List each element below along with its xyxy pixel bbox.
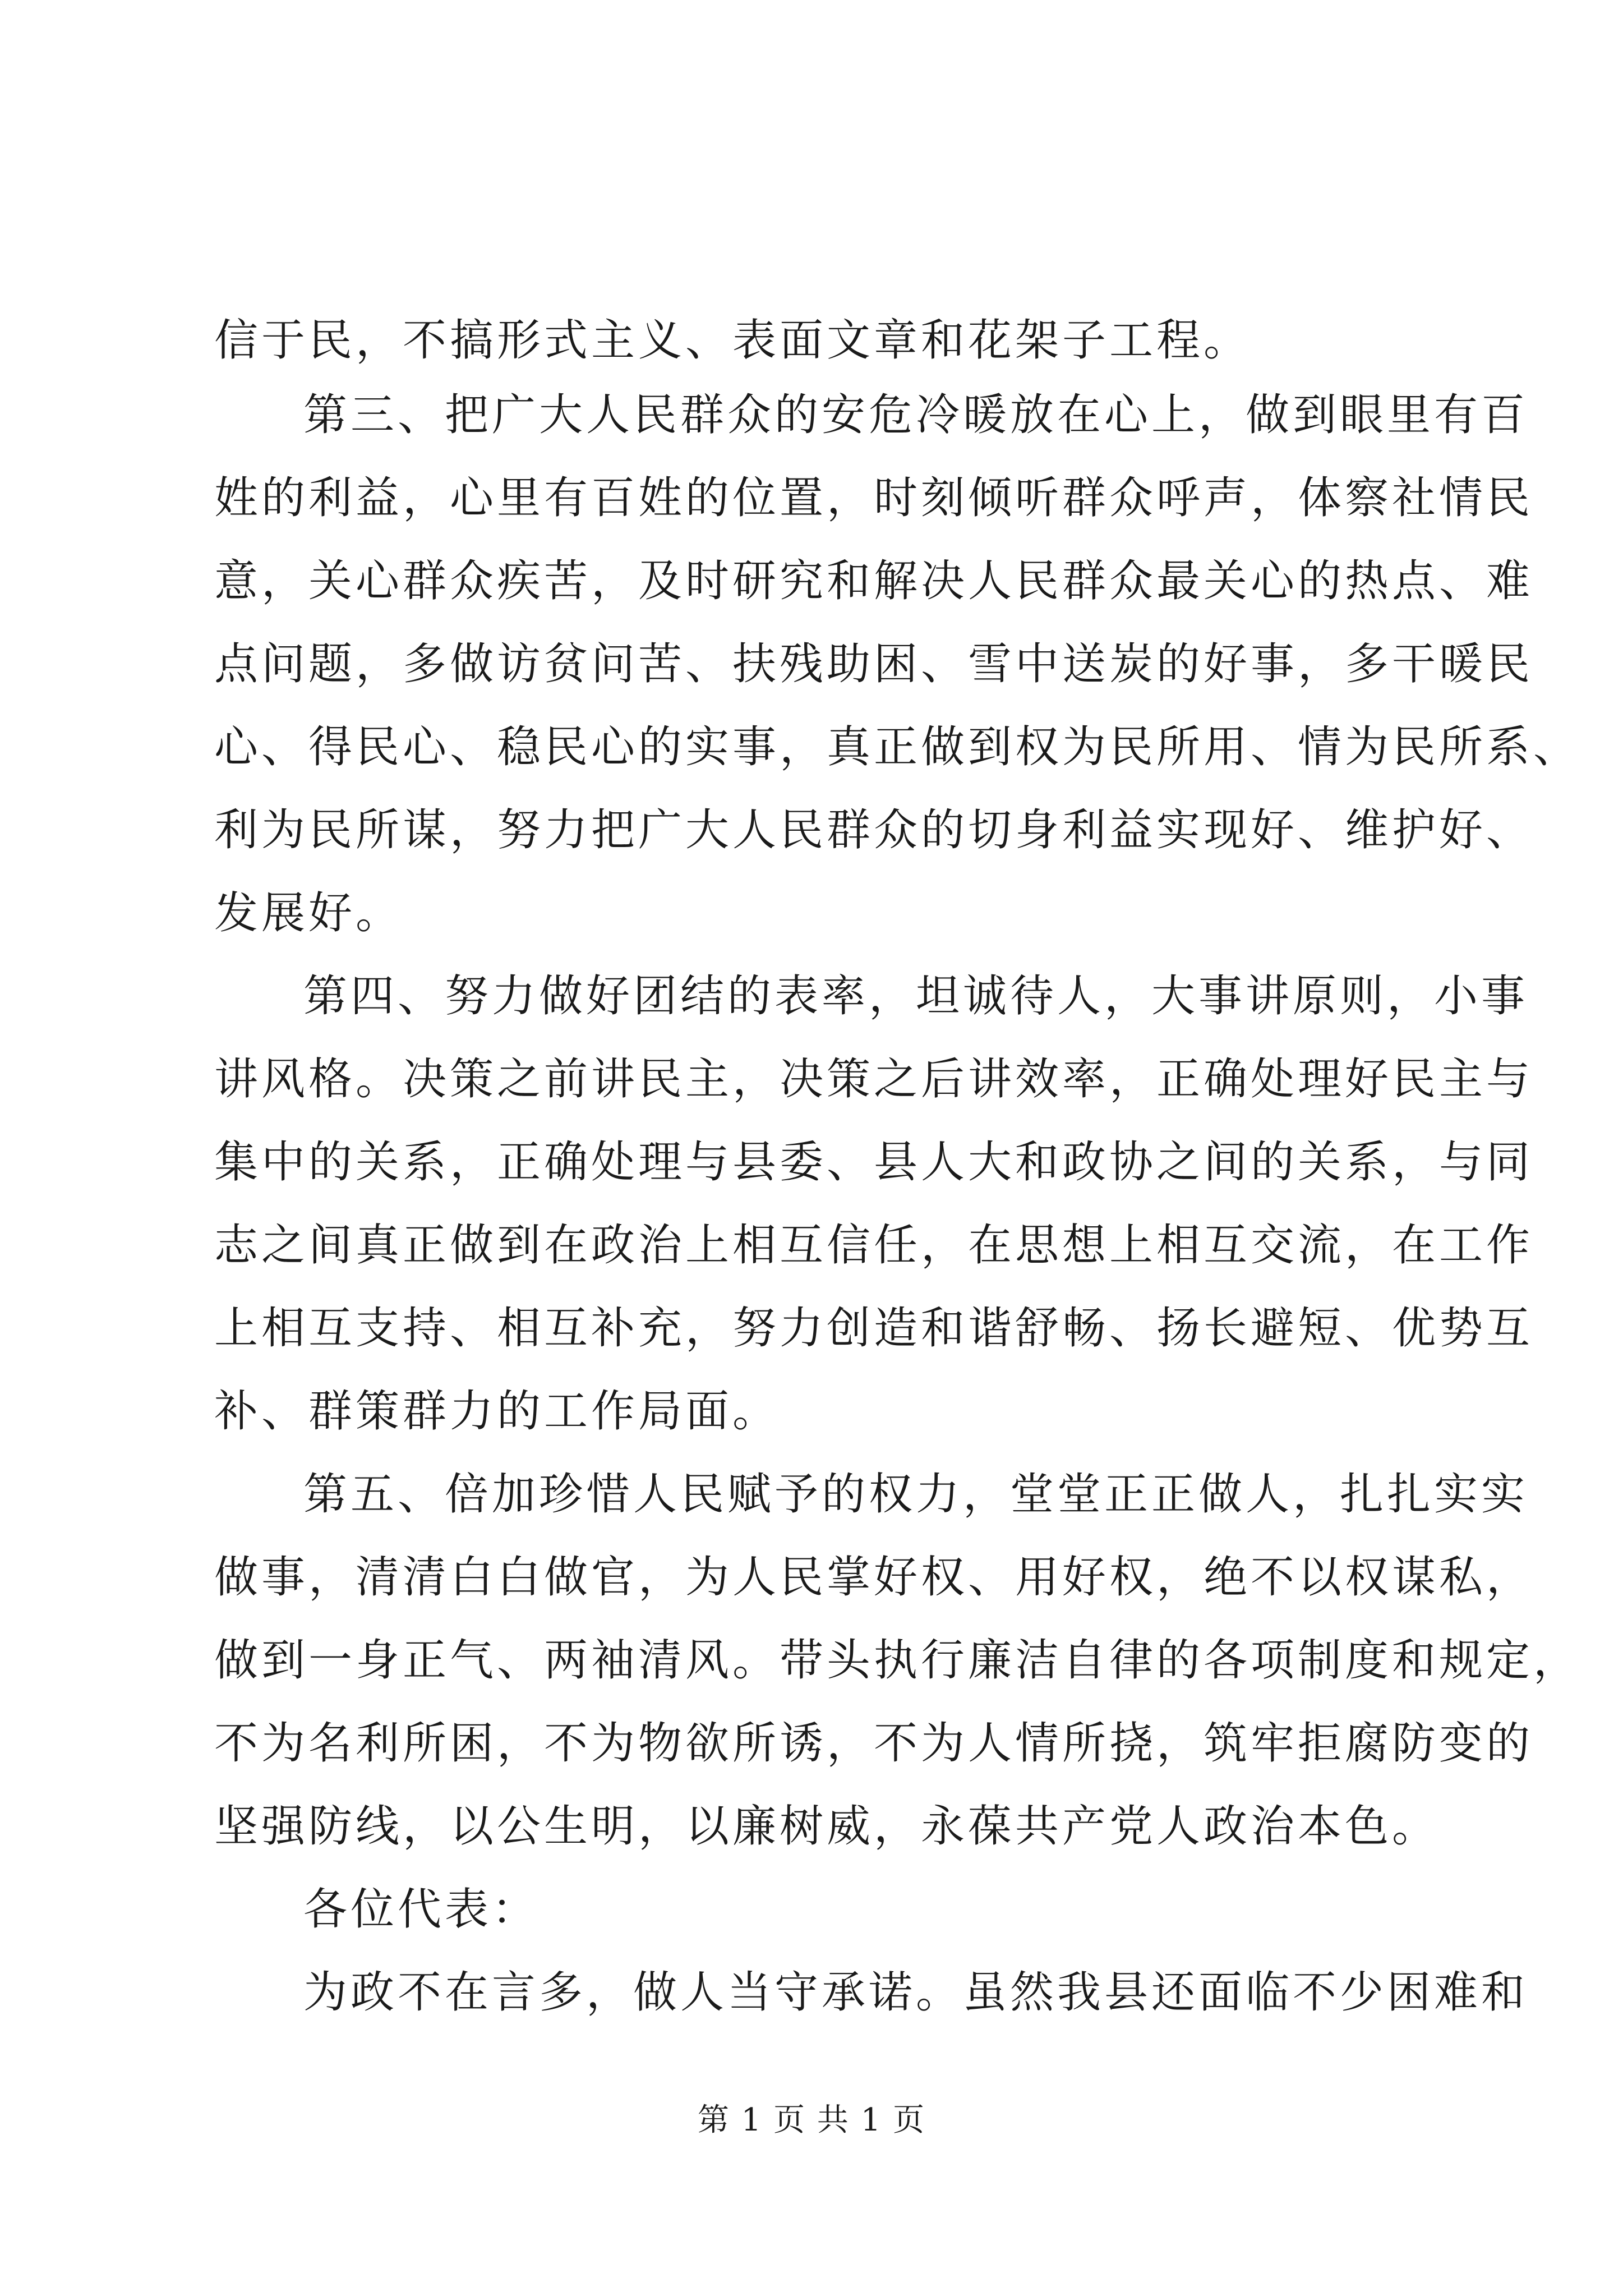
text-line-19: 坚强防线，以公生明，以廉树威，永葆共产党人政治本色。	[214, 1801, 1440, 1852]
text-line-3: 姓的利益，心里有百姓的位置，时刻倾听群众呼声，体察社情民	[214, 473, 1534, 523]
text-line-18: 不为名利所困，不为物欲所诱，不为人情所挠，筑牢拒腐防变的	[214, 1718, 1534, 1769]
text-line-8: 发展好。	[214, 888, 403, 938]
text-line-1: 信于民，不搞形式主义、表面文章和花架子工程。	[214, 315, 1251, 366]
paragraph-3-start: 第三、把广大人民群众的安危冷暖放在心上，做到眼里有百	[303, 390, 1529, 440]
text-line-5: 点问题，多做访贫问苦、扶残助困、雪中送炭的好事，多干暖民	[214, 639, 1534, 689]
text-line-4: 意，关心群众疾苦，及时研究和解决人民群众最关心的热点、难	[214, 556, 1534, 606]
text-line-14: 补、群策群力的工作局面。	[214, 1386, 780, 1437]
text-line-16: 做事，清清白白做官，为人民掌好权、用好权，绝不以权谋私，	[214, 1552, 1534, 1603]
salutation: 各位代表：	[303, 1884, 540, 1935]
closing-paragraph-start: 为政不在言多，做人当守承诺。虽然我县还面临不少困难和	[303, 1967, 1529, 2018]
text-line-6: 心、得民心、稳民心的实事，真正做到权为民所用、情为民所系、	[214, 722, 1581, 772]
paragraph-5-start: 第五、倍加珍惜人民赋予的权力，堂堂正正做人，扎扎实实	[303, 1469, 1529, 1520]
text-line-11: 集中的关系，正确处理与县委、县人大和政协之间的关系，与同	[214, 1137, 1534, 1188]
text-line-7: 利为民所谋，努力把广大人民群众的切身利益实现好、维护好、	[214, 805, 1534, 855]
text-line-12: 志之间真正做到在政治上相互信任，在思想上相互交流，在工作	[214, 1220, 1534, 1271]
text-line-10: 讲风格。决策之前讲民主，决策之后讲效率，正确处理好民主与	[214, 1054, 1534, 1105]
text-line-17: 做到一身正气、两袖清风。带头执行廉洁自律的各项制度和规定，	[214, 1635, 1581, 1686]
text-line-13: 上相互支持、相互补充，努力创造和谐舒畅、扬长避短、优势互	[214, 1303, 1534, 1354]
paragraph-4-start: 第四、努力做好团结的表率，坦诚待人，大事讲原则，小事	[303, 971, 1529, 1022]
page-footer: 第 1 页 共 1 页	[697, 2102, 926, 2138]
